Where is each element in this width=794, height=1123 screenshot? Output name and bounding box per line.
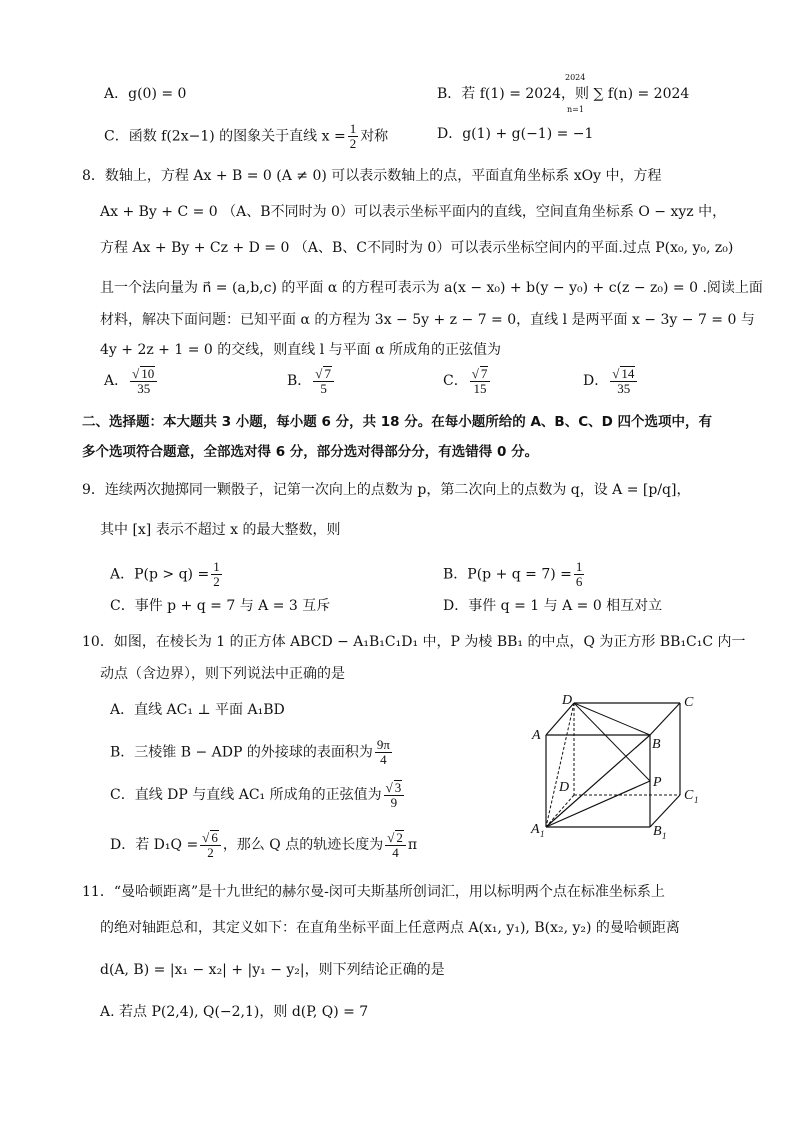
q11-line-2: 的绝对轴距总和，其定义如下：在直角坐标平面上任意两点 A(x₁, y₁), B(x₂, y₂) 的曼哈顿距离: [100, 920, 680, 936]
edge-c1b1: [650, 795, 680, 827]
q7-option-b: [437, 73, 690, 114]
label-b1: B: [653, 824, 662, 839]
edge-cb: [650, 703, 680, 735]
q9-line-2: 其中 [x] 表示不超过 x 的最大整数，则: [100, 522, 341, 538]
label-a1: A: [531, 822, 540, 837]
q7-option-c-tail: 对称: [360, 128, 389, 145]
section-2-instructions: 多个选项符合题意，全部选对得 6 分，部分选对得部分分，有选错得 0 分。: [82, 444, 539, 460]
q10-line-2: 动点（含边界），则下列说法中正确的是: [100, 666, 345, 682]
label-a: A: [532, 728, 541, 743]
q11-line-3: d(A, B) = |x₁ − x₂| + |y₁ − y₂|，则下列结论正确的是: [100, 962, 445, 978]
q8-line-2: Ax + By + C = 0 （A、B不同时为 0）可以表示坐标平面内的直线，空间直角坐标系 O − xyz 中，: [100, 204, 727, 220]
q8-line-3: 方程 Ax + By + Cz + D = 0 （A、B、C不同时为 0）可以表示坐标空间内的平面.过点 P(x₀, y₀, z₀): [100, 240, 734, 256]
q11-option-a: A. 若点 P(2,4), Q(−2,1)，则 d(P, Q) = 7: [100, 1004, 369, 1020]
q9-option-b: B．P(p + q = 7) = $\frac{1}{6}$: [443, 559, 583, 589]
q8-option-a: A． $\frac{√ 10}{35}$: [104, 366, 159, 396]
label-b: B: [652, 737, 661, 752]
label-d: D: [562, 693, 573, 708]
q10-line-1: 10．如图，在棱长为 1 的正方体 ABCD − A₁B₁C₁D₁ 中，P 为棱 BB₁ 的中点，Q 为正方形 BB₁C₁C 内一: [82, 634, 746, 650]
q9-line-1: 9．连续两次抛掷同一颗骰子，记第一次向上的点数为 p，第二次向上的点数为 q，设 A = [p/q]，: [82, 482, 691, 498]
q8-option-d: D． $\frac{√ 14}{35}$: [583, 366, 639, 396]
q10-option-d: D．若 D₁Q = $\frac{√ 6}{2}$ ，那么 Q 点的轨迹长度为 $\frac{√ 2}{4}$ π: [110, 830, 418, 860]
q8-option-b: B． $\frac{√ 7}{5}$: [287, 366, 336, 396]
q8-line-1: 8．数轴上，方程 Ax + B = 0 (A ≠ 0) 可以表示数轴上的点，平面直角坐标系 xOy 中，方程: [82, 168, 662, 184]
q7-sum-upper: 2024: [565, 73, 586, 82]
q7-option-a: A．g(0) = 0: [104, 86, 187, 102]
label-c1: C: [684, 788, 694, 803]
q9-option-a: A．P(p > q) = $\frac{1}{2}$: [110, 559, 220, 589]
q7-option-b-text: B．若 f(1) = 2024，则 ∑ f(n) = 2024: [437, 86, 690, 102]
edge-d1a1-hidden: [546, 795, 574, 827]
q7-option-d: D．g(1) + g(−1) = −1: [437, 126, 594, 142]
section-2-heading: 二、选择题：本大题共 3 小题，每小题 6 分，共 18 分。在每小题所给的 A、B、C、D 四个选项中，有: [82, 414, 713, 430]
segment-da1: [546, 703, 574, 827]
label-c: C: [684, 695, 694, 710]
q11-line-1: 11．“曼哈顿距离”是十九世纪的赫尔曼-闵可夫斯基所创词汇，用以标明两个点在标准坐标系上: [82, 884, 665, 900]
q8-option-c: C． $\frac{√ 7}{15}$: [443, 366, 492, 396]
q7-sum-lower: n=1: [567, 105, 584, 114]
cube-figure: [528, 693, 718, 843]
q8-line-5: 材料，解决下面问题：已知平面 α 的方程为 3x − 5y + z − 7 = 0，直线 l 是两平面 x − 3y − 7 = 0 与: [100, 312, 755, 328]
fraction: $\frac{1}{2}$: [349, 121, 357, 151]
segment-db: [574, 703, 650, 735]
q9-option-c: C．事件 p + q = 7 与 A = 3 互斥: [110, 598, 331, 614]
q10-option-c: C．直线 DP 与直线 AC₁ 所成角的正弦值为 $\frac{√ 3}{9}$: [110, 780, 406, 810]
label-c1-sub: 1: [694, 795, 699, 805]
label-a1-sub: 1: [540, 829, 545, 839]
q8-line-6: 4y + 2z + 1 = 0 的交线，则直线 l 与平面 α 所成角的正弦值为: [100, 342, 501, 358]
q9-option-d: D．事件 q = 1 与 A = 0 相互对立: [443, 598, 663, 614]
q8-line-4: 且一个法向量为 n⃗ = (a,b,c) 的平面 α 的方程可表示为 a(x − x₀) + b(y − y₀) + c(z − z₀) = 0 .阅读上面: [100, 280, 763, 296]
q10-option-a: A．直线 AC₁ ⊥ 平面 A₁BD: [110, 702, 285, 718]
q10-option-b: B．三棱锥 B − ADP 的外接球的表面积为 $\frac{9\pi}{4}$: [110, 737, 390, 767]
label-p: P: [653, 775, 662, 790]
q7-option-c: [104, 122, 388, 151]
q7-option-c-text: C．函数 f(2x−1) 的图象关于直线 x =: [104, 128, 346, 145]
label-b1-sub: 1: [662, 831, 667, 841]
label-d1: D: [559, 780, 570, 795]
